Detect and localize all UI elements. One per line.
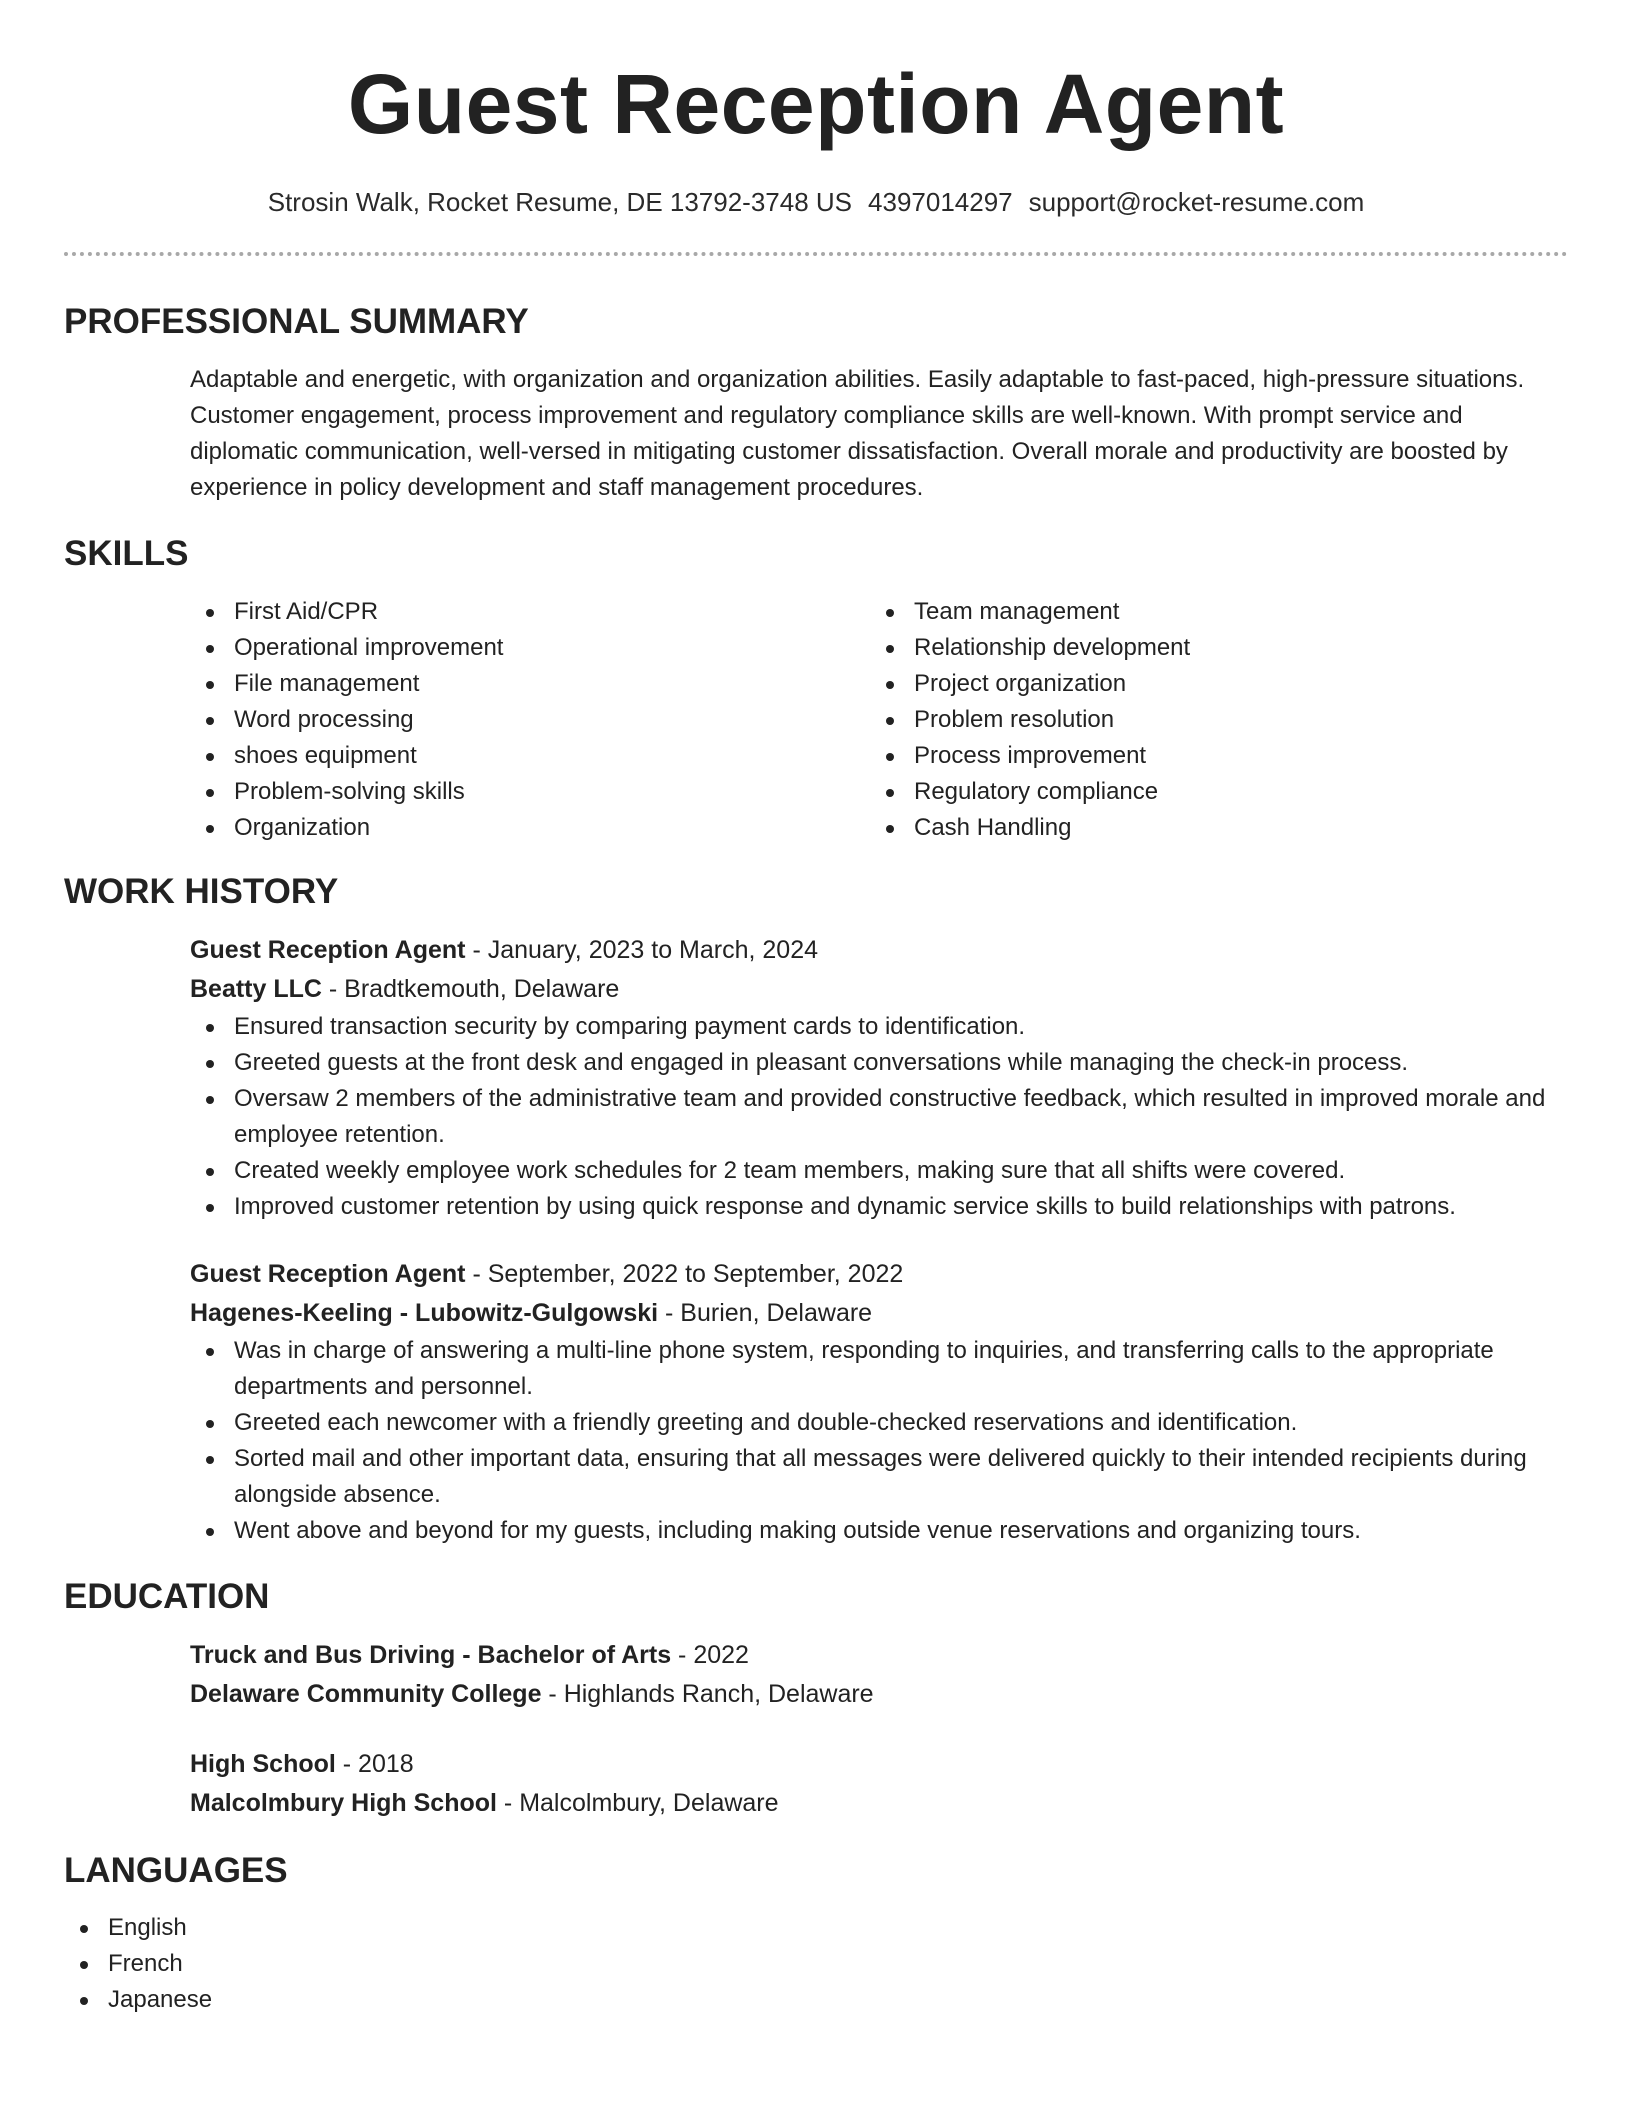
education-year: - 2018 (335, 1750, 414, 1778)
education-school-line (190, 1675, 1568, 1714)
job-duties (190, 1009, 1568, 1225)
education-location: - Highlands Ranch, Delaware (541, 1680, 874, 1708)
job-duty: Created weekly employee work schedules for 2 team members, making sure that all shifts were covered. (190, 1153, 1568, 1189)
contact-email[interactable]: support@rocket-resume.com (1028, 187, 1365, 217)
job-company-line (190, 970, 1568, 1009)
education-degree: Truck and Bus Driving - Bachelor of Arts (190, 1641, 672, 1669)
contact-phone: 4397014297 (868, 187, 1013, 217)
job-role: Guest Reception Agent (190, 1260, 466, 1288)
skill-item: shoes equipment (190, 738, 870, 774)
skill-item: Word processing (190, 702, 870, 738)
skill-item: Project organization (870, 666, 1550, 702)
job-location: - Burien, Delaware (658, 1299, 873, 1327)
skill-item: Relationship development (870, 630, 1550, 666)
education-degree: High School (190, 1750, 336, 1778)
skill-item: Operational improvement (190, 630, 870, 666)
job-role: Guest Reception Agent (190, 936, 466, 964)
job-duty: Sorted mail and other important data, ensuring that all messages were delivered quickly to their intended recipients during alongside absence. (190, 1441, 1568, 1513)
skill-item: First Aid/CPR (190, 594, 870, 630)
language-item: French (64, 1946, 1568, 1982)
job-duty: Greeted guests at the front desk and engaged in pleasant conversations while managing the check-in process. (190, 1045, 1568, 1081)
skills-heading: SKILLS (64, 534, 189, 573)
skill-item: Problem resolution (870, 702, 1550, 738)
resume-page (64, 0, 1568, 2018)
education-heading: EDUCATION (64, 1577, 270, 1616)
languages-list (64, 1910, 1568, 2018)
education-entry (190, 1636, 1568, 1714)
skill-item: Problem-solving skills (190, 774, 870, 810)
language-item: Japanese (64, 1982, 1568, 2018)
job-duty: Oversaw 2 members of the administrative team and provided constructive feedback, which resulted in improved morale and employee retention. (190, 1081, 1568, 1153)
job-duty: Improved customer retention by using quick response and dynamic service skills to build relationships with patrons. (190, 1189, 1568, 1225)
skill-item: Organization (190, 810, 870, 846)
skills-column-left (190, 594, 870, 846)
job-dates: - January, 2023 to March, 2024 (465, 936, 819, 964)
summary-text: Adaptable and energetic, with organization and organization abilities. Easily adaptable to fast-paced, high-pressure situations. Customer engagement, process improvement and regulatory compliance skills are well-known. With prompt service and diplomatic communication, well-versed in mitigating customer dissatisfaction. Overall morale and productivity are boosted by experience in policy development and staff management procedures. (190, 366, 1525, 501)
skills-grid (190, 594, 1568, 846)
education-school: Delaware Community College (190, 1680, 542, 1708)
skills-column-right (870, 594, 1550, 846)
education-section (64, 1575, 1568, 1823)
work-history-heading: WORK HISTORY (64, 872, 339, 911)
job-entry (190, 1255, 1568, 1549)
job-title-line (190, 1255, 1568, 1294)
job-company-line (190, 1294, 1568, 1333)
education-location: - Malcolmbury, Delaware (496, 1789, 779, 1817)
skill-item: Regulatory compliance (870, 774, 1550, 810)
education-degree-line (190, 1636, 1568, 1675)
job-title-line (190, 931, 1568, 970)
education-school: Malcolmbury High School (190, 1789, 497, 1817)
skill-item: File management (190, 666, 870, 702)
work-history-section (64, 870, 1568, 1549)
skills-section (64, 532, 1568, 846)
job-duty: Ensured transaction security by comparing payment cards to identification. (190, 1009, 1568, 1045)
job-company: Beatty LLC (190, 975, 322, 1003)
skill-item: Process improvement (870, 738, 1550, 774)
languages-section (64, 1849, 1568, 2018)
job-company: Hagenes-Keeling - Lubowitz-Gulgowski (190, 1299, 659, 1327)
education-entry (190, 1745, 1568, 1823)
job-location: - Bradtkemouth, Delaware (321, 975, 620, 1003)
skill-item: Team management (870, 594, 1550, 630)
job-duty: Was in charge of answering a multi-line phone system, responding to inquiries, and transferring calls to the appropriate departments and personnel. (190, 1333, 1568, 1405)
job-duty: Went above and beyond for my guests, including making outside venue reservations and organizing tours. (190, 1513, 1568, 1549)
job-entry (190, 931, 1568, 1225)
contact-line (64, 185, 1568, 219)
job-duties (190, 1333, 1568, 1549)
language-item: English (64, 1910, 1568, 1946)
education-school-line (190, 1784, 1568, 1823)
education-degree-line (190, 1745, 1568, 1784)
candidate-name: Guest Reception Agent (347, 57, 1285, 151)
job-dates: - September, 2022 to September, 2022 (465, 1260, 904, 1288)
job-duty: Greeted each newcomer with a friendly greeting and double-checked reservations and identification. (190, 1405, 1568, 1441)
summary-heading: PROFESSIONAL SUMMARY (64, 302, 529, 341)
contact-address: Strosin Walk, Rocket Resume, DE 13792-3748 US (267, 187, 853, 217)
skill-item: Cash Handling (870, 810, 1550, 846)
languages-heading: LANGUAGES (64, 1851, 288, 1890)
education-year: - 2022 (671, 1641, 749, 1669)
summary-section (64, 300, 1568, 506)
header-divider (64, 252, 1568, 256)
